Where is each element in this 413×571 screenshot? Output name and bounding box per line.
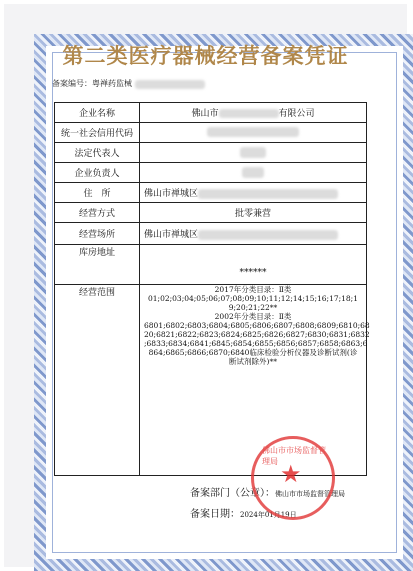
redacted-text bbox=[207, 127, 299, 137]
filing-date: 备案日期：2024年01月19日 bbox=[190, 509, 297, 520]
address-value: 佛山市禅城区 bbox=[140, 183, 367, 203]
redacted-text bbox=[198, 230, 338, 240]
certificate-sheet bbox=[4, 4, 407, 567]
row-label: 住 所 bbox=[55, 183, 140, 203]
redacted-text bbox=[240, 147, 266, 158]
credit-code-value bbox=[140, 123, 367, 143]
warehouse-address-value: ****** bbox=[140, 245, 367, 285]
table-row bbox=[55, 143, 367, 163]
row-label: 企业负责人 bbox=[55, 163, 140, 183]
table-row bbox=[55, 163, 367, 183]
table-row bbox=[55, 223, 367, 245]
redacted-text bbox=[198, 189, 338, 199]
table-row bbox=[55, 203, 367, 223]
business-mode-value: 批零兼营 bbox=[140, 203, 367, 223]
seal-text: 佛山市市场监督管理局 bbox=[262, 446, 326, 466]
row-label: 经营方式 bbox=[55, 203, 140, 223]
company-name-value: 佛山市 有限公司 bbox=[140, 103, 367, 123]
row-label: 经营场所 bbox=[55, 223, 140, 245]
row-label: 经营范围 bbox=[55, 285, 140, 476]
table-row bbox=[55, 183, 367, 203]
row-label: 库房地址 bbox=[55, 245, 140, 285]
record-number-label: 备案编号：粤禅药监械 bbox=[52, 79, 132, 88]
star-icon: ★ bbox=[280, 460, 302, 488]
certificate-title: 第二类医疗器械经营备案凭证 bbox=[62, 44, 349, 68]
table-row bbox=[55, 123, 367, 143]
row-label: 统一社会信用代码 bbox=[55, 123, 140, 143]
filing-department: 备案部门（公章）：佛山市市场监督管理局 bbox=[190, 488, 345, 499]
table-row bbox=[55, 245, 367, 285]
row-label: 企业名称 bbox=[55, 103, 140, 123]
official-seal bbox=[251, 436, 335, 520]
legal-representative-value bbox=[140, 143, 367, 163]
redacted-text bbox=[242, 167, 264, 178]
redacted-text bbox=[219, 109, 279, 118]
row-label: 法定代表人 bbox=[55, 143, 140, 163]
record-number bbox=[52, 78, 205, 89]
table-row bbox=[55, 103, 367, 123]
certificate-table bbox=[54, 102, 370, 476]
redacted-record-number bbox=[135, 80, 205, 89]
responsible-person-value bbox=[140, 163, 367, 183]
business-scope-value: 2017年分类目录：Ⅱ类 01;02;03;04;05;06;07;08;09;10;11;12;14;15;16;17;18;1 9;20;21;22** 2002年分类目录：Ⅱ类 6801;6802;6803;6804;6805;6806;6807;6808;6809;6810;68 20;6821;6822;6823;6824;6825;6826;6827;6830;6831;6832 ;6833;6834;6841;6845;6854;6855;6856;6857;6858;6863;6 864;6865;6866;6870;6840临床检验分析仪器及诊断试剂(诊 断试剂除外)** bbox=[140, 285, 367, 476]
business-premises-value: 佛山市禅城区 bbox=[140, 223, 367, 245]
